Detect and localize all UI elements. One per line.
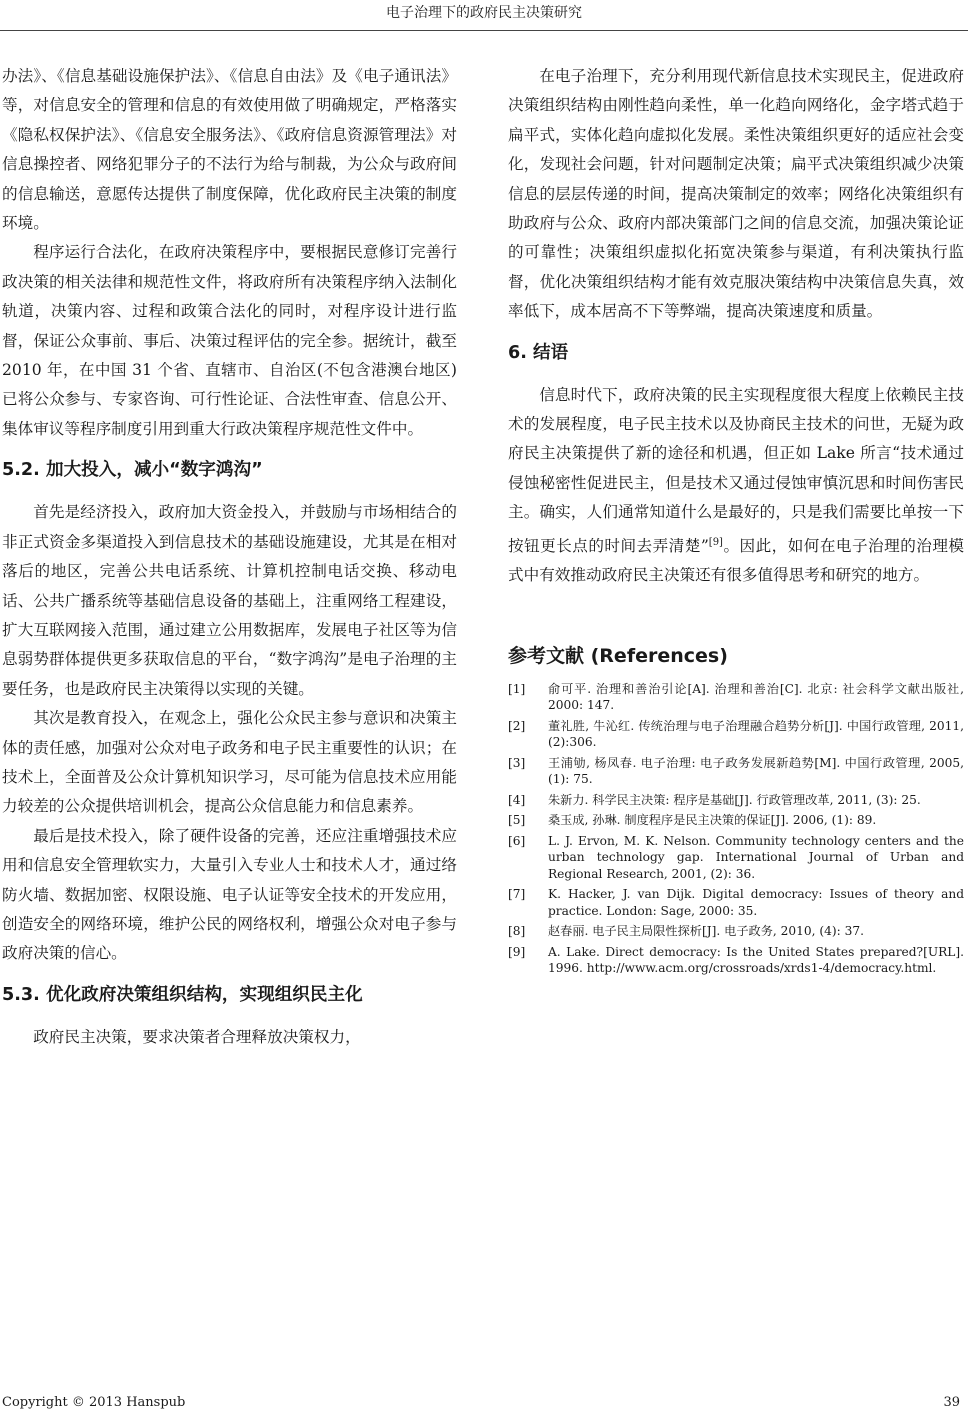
section-heading-5-3: 5.3. 优化政府决策组织结构，实现组织民主化 bbox=[2, 984, 363, 1005]
reference-list bbox=[508, 681, 964, 977]
reference-item bbox=[508, 792, 964, 809]
reference-text: K. Hacker, J. van Dijk. Digital democracy: Issues of theory and practice. London: Sage, 2000: 35. bbox=[548, 887, 964, 918]
paragraph: 最后是技术投入，除了硬件设备的完善，还应注重增强技术应用和信息安全管理软实力，大量引入专业人士和技术人才，通过络防火墙、数据加密、权限设施、电子认证等安全技术的开发应用，创造安全的网络环境，维护公民的网络权利，增强公众对电子参与政府决策的信心。 bbox=[2, 826, 457, 963]
paragraph: 其次是教育投入，在观念上，强化公众民主参与意识和决策主体的责任感，加强对公众对电子政务和电子民主重要性的认识；在技术上，全面普及公众计算机知识学习，尽可能为信息技术应用能力较差的公众提供培训机会，提高公众信息能力和信息素养。 bbox=[2, 709, 457, 816]
reference-item bbox=[508, 755, 964, 788]
reference-number: [7] bbox=[508, 887, 526, 902]
citation-link[interactable]: [9] bbox=[708, 536, 723, 548]
reference-number: [3] bbox=[508, 755, 526, 770]
reference-item bbox=[508, 886, 964, 919]
reference-text: 王浦劬, 杨凤春. 电子治理: 电子政务发展新趋势[M]. 中国行政管理, 2005, (1): 75. bbox=[548, 755, 964, 787]
references-heading: 参考文献 (References) bbox=[508, 644, 728, 667]
reference-number: [1] bbox=[508, 681, 526, 696]
reference-text: 赵春丽. 电子民主局限性探析[J]. 电子政务, 2010, (4): 37. bbox=[548, 924, 865, 939]
reference-text: 董礼胜, 牛沁红. 传统治理与电子治理融合趋势分析[J]. 中国行政管理, 2011, (2):306. bbox=[548, 718, 964, 750]
reference-item bbox=[508, 812, 964, 829]
reference-number: [6] bbox=[508, 833, 526, 848]
page-number: 39 bbox=[943, 1395, 960, 1410]
reference-text: 朱新力. 科学民主决策: 程序是基础[J]. 行政管理改革, 2011, (3): 25. bbox=[548, 792, 921, 807]
running-header-title: 电子治理下的政府民主决策研究 bbox=[386, 5, 582, 21]
reference-item bbox=[508, 718, 964, 751]
conclusion-text: 信息时代下，政府决策的民主实现程度很大程度上依赖民主技术的发展程度，电子民主技术以及协商民主技术的问世，无疑为政府民主决策提供了新的途径和机遇，但正如 Lake 所言“技术通过侵蚀秘密性促进民主，但是技术又通过侵蚀审慎沉思和时间伤害民主。确实，人们通常知道什么是最好的，只是我们需要比单按一下按钮更长点的时间去弄清楚” bbox=[508, 385, 964, 555]
paragraph: 办法》、《信息基础设施保护法》、《信息自由法》及《电子通讯法》等，对信息安全的管理和信息的有效使用做了明确规定，严格落实《隐私权保护法》、《信息安全服务法》、《政府信息资源管理法》对信息操控者、网络犯罪分子的不法行为给与制裁，为公众与政府间的信息输送，意愿传达提供了制度保障，优化政府民主决策的制度环境。 bbox=[2, 67, 457, 233]
reference-text: A. Lake. Direct democracy: Is the United States prepared?[URL]. 1996. http://www.acm.org/crossroads/xrds1-4/democracy.html. bbox=[548, 944, 964, 976]
paragraph: 程序运行合法化，在政府决策程序中，要根据民意修订完善行政决策的相关法律和规范性文件，将政府所有决策程序纳入法制化轨道，决策内容、过程和政策合法化的同时，对程序设计进行监督，保证公众事前、事后、决策过程评估的完全参。据统计，截至 2010 年，在中国 31 个省、直辖市、自治区(不包含港澳台地区)已将公众参与、专家咨询、可行性论证、合法性审查、信息公开、集体审议等程序制度引用到重大行政决策程序规范性文件中。 bbox=[2, 243, 457, 438]
reference-number: [4] bbox=[508, 792, 526, 807]
reference-number: [8] bbox=[508, 924, 526, 939]
paragraph: 首先是经济投入，政府加大资金投入，并鼓励与市场相结合的非正式资金多渠道投入到信息技术的基础设施建设，尤其是在相对落后的地区，完善公共电话系统、计算机控制电话交换、移动电话、公共广播系统等基础信息设备的基础上，注重网络工程建设，扩大互联网接入范围，通过建立公用数据库，发展电子社区等为信息弱势群体提供更多获取信息的平台，“数字鸿沟”是电子治理的主要任务，也是政府民主决策得以实现的关键。 bbox=[2, 503, 457, 698]
reference-text: L. J. Ervon, M. K. Nelson. Community technology centers and the urban technology gap. International Journal of Urban and Regional Research, 2001, (2): 36. bbox=[548, 833, 964, 881]
reference-number: [9] bbox=[508, 944, 526, 959]
right-column bbox=[508, 62, 964, 981]
reference-number: [2] bbox=[508, 718, 526, 733]
reference-item bbox=[508, 833, 964, 883]
copyright: Copyright © 2013 Hanspub bbox=[2, 1395, 186, 1410]
reference-item bbox=[508, 944, 964, 977]
paragraph-conclusion bbox=[508, 381, 964, 591]
running-header bbox=[0, 0, 968, 31]
section-heading-5-2: 5.2. 加大投入，减小“数字鸿沟” bbox=[2, 460, 263, 481]
conclusion-text-end: 。因此，如何在电子治理的治理模式中有效推动政府民主决策还有很多值得思考和研究的地方。 bbox=[508, 536, 964, 585]
paragraph: 在电子治理下，充分利用现代新信息技术实现民主，促进政府决策组织结构由刚性趋向柔性，单一化趋向网络化，金字塔式趋于扁平式，实体化趋向虚拟化发展。柔性决策组织更好的适应社会变化，发现社会问题，针对问题制定决策；扁平式决策组织减少决策信息的层层传递的时间，提高决策制定的效率；网络化决策组织有助政府与公众、政府内部决策部门之间的信息交流，加强决策论证的可靠性；决策组织虚拟化拓宽决策参与渠道，有利决策执行监督，优化决策组织结构才能有效克服决策结构中决策信息失真，效率低下，成本居高不下等弊端，提高决策速度和质量。 bbox=[508, 67, 964, 321]
page-footer bbox=[0, 1393, 968, 1413]
section-heading-6: 6. 结语 bbox=[508, 342, 569, 363]
reference-item bbox=[508, 681, 964, 714]
reference-item bbox=[508, 923, 964, 940]
reference-text: 俞可平. 治理和善治引论[A]. 治理和善治[C]. 北京: 社会科学文献出版社, 2000: 147. bbox=[548, 681, 964, 713]
left-column bbox=[2, 62, 457, 1052]
reference-number: [5] bbox=[508, 813, 526, 828]
reference-text: 桑玉成, 孙琳. 制度程序是民主决策的保证[J]. 2006, (1): 89. bbox=[548, 813, 877, 828]
paragraph: 政府民主决策，要求决策者合理释放决策权力， bbox=[33, 1027, 361, 1046]
